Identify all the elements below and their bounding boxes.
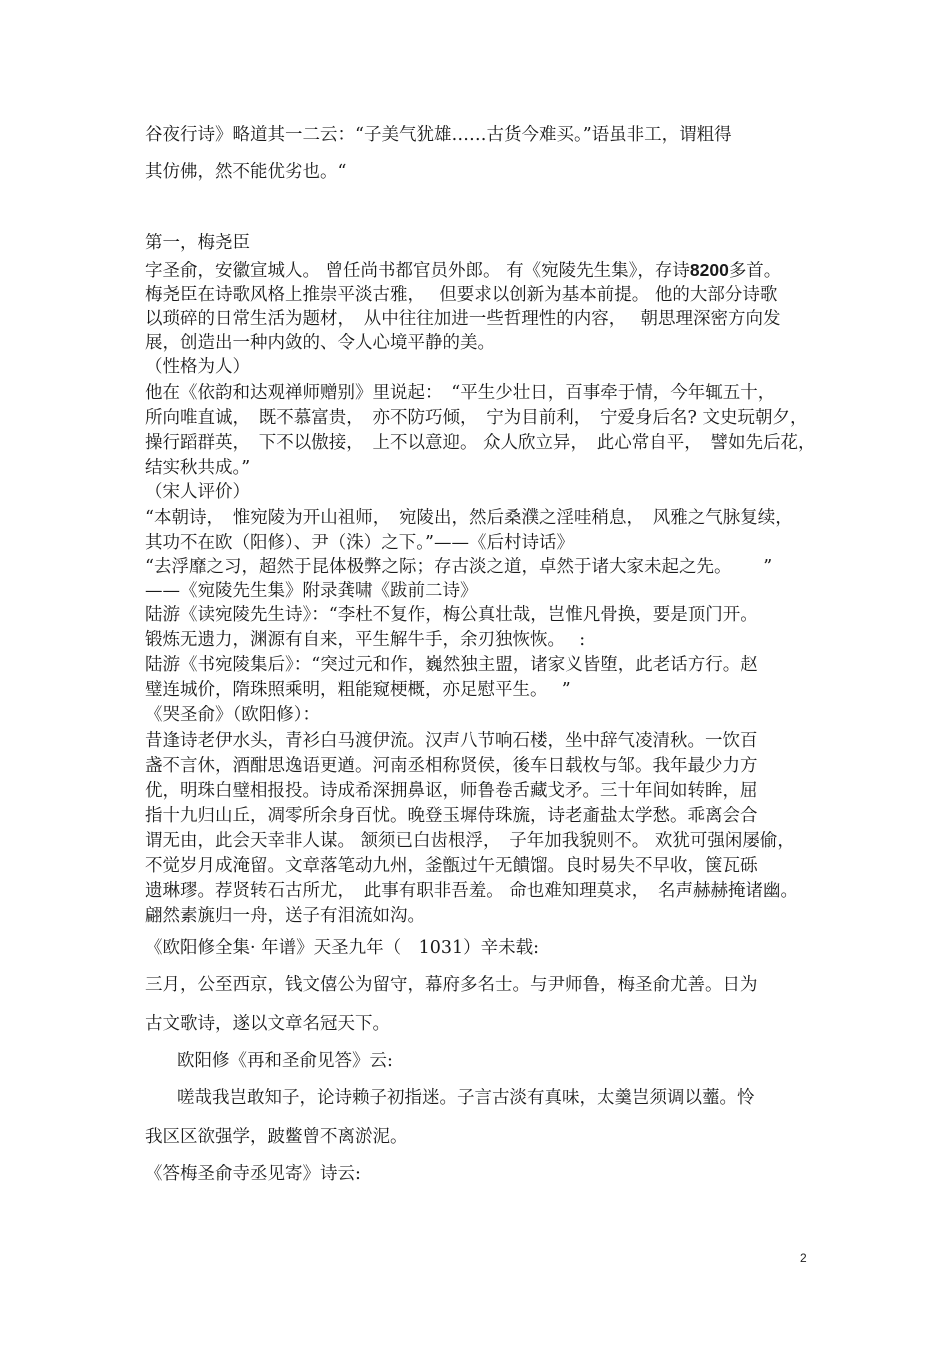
text-line: 陆游《读宛陵先生诗》：“李杜不复作，梅公真壮哉，岂惟凡骨换，要是顶门开。 — [145, 605, 758, 625]
text-line: 谓无由，此会天幸非人谋。 颔须已白齿根浮， 子年加我貌则不。 欢犹可强闲屡偷， — [145, 831, 795, 851]
poem-title: 《哭圣俞》（欧阳修）： — [145, 705, 320, 725]
text-line: 结实秋共成。” — [145, 458, 251, 478]
text-line: 遗琳璆。荐贤转石古所尤， 此事有职非吾羞。 命也难知理莫求， 名声赫赫掩诸幽。 — [145, 881, 799, 901]
text-line: “去浮靡之习，超然于昆体极弊之际；存古淡之道，卓然于诸大家未起之先。 ” — [145, 557, 773, 577]
text-line: 璧连城价，隋珠照乘明，粗能窥梗概，亦足慰平生。 ” — [145, 680, 571, 700]
text-line: 所向唯直诚， 既不慕富贵， 亦不防巧倾， 宁为目前利， 宁爱身后名? 文史玩朝夕， — [145, 408, 808, 428]
text-line: 《答梅圣俞寺丞见寄》诗云: — [145, 1164, 361, 1184]
text-line: 三月，公至西京，钱文僖公为留守，幕府多名士。与尹师鲁，梅圣俞尤善。日为 — [145, 975, 758, 995]
text-line: 我区区欲强学，跛鳖曾不离淤泥。 — [145, 1127, 408, 1147]
text-line: 优，明珠白璧相报投。诗成希深拥鼻讴，师鲁卷舌藏戈矛。三十年间如转眸，屈 — [145, 781, 758, 801]
text-line: 《欧阳修全集· 年谱》天圣九年（ 1031）辛未载: — [145, 938, 540, 958]
text-line: 谷夜行诗》略道其一二云：“子美气犹雄……古货今难买。”语虽非工，谓粗得 — [145, 125, 732, 145]
subheading: （性格为人） — [145, 357, 250, 377]
text-line: 古文歌诗，遂以文章名冠天下。 — [145, 1014, 390, 1034]
text-line: 陆游《书宛陵集后》：“突过元和作，巍然独主盟，诸家义皆堕，此老话方行。赵 — [145, 655, 758, 675]
section-heading: 第一，梅尧臣 — [145, 233, 250, 253]
text-line: 欧阳修《再和圣俞见答》云: — [177, 1051, 393, 1071]
text-line: 操行蹈群英， 下不以傲接， 上不以意迎。 众人欣立异， 此心常自平， 譬如先后花， — [145, 433, 816, 453]
text-line: 翩然素旐归一舟，送子有泪流如沟。 — [145, 906, 425, 926]
subheading: （宋人评价） — [145, 482, 250, 502]
text-line: 展，创造出一种内敛的、令人心境平静的美。 — [145, 333, 495, 353]
text-line: 其仿佛，然不能优劣也。“ — [145, 162, 347, 182]
text-line: 嗟哉我岂敢知子，论诗赖子初指迷。子言古淡有真味，太羹岂须调以虀。怜 — [177, 1088, 755, 1108]
text-line: 指十九归山丘，凋零所余身百忧。晚登玉墀侍珠旒，诗老齑盐太学愁。乖离会合 — [145, 806, 758, 826]
text-line: 以琐碎的日常生活为题材， 从中往往加进一些哲理性的内容， 朝思理深密方向发 — [145, 309, 781, 329]
text-line: 他在《依韵和达观禅师赠别》里说起： “平生少壮日，百事牵于情，今年辄五十， — [145, 383, 776, 403]
text-line: 盏不言休，酒酣思逸语更遒。河南丞相称贤侯，後车日载枚与邹。我年最少力方 — [145, 756, 758, 776]
page-number: 2 — [800, 1251, 807, 1265]
text-line: 锻炼无遗力，渊源有自来，平生解牛手，余刃独恢恢。 : — [145, 630, 586, 650]
text-line: 其功不在欧（阳修）、尹（洙）之下。”——《后村诗话》 — [145, 533, 574, 553]
text-line: ——《宛陵先生集》附录龚啸《跋前二诗》 — [145, 581, 478, 601]
text-line: “本朝诗， 惟宛陵为开山祖师， 宛陵出，然后桑濮之淫哇稍息， 风雅之气脉复续， — [145, 508, 793, 528]
poem-count: 8200 — [689, 260, 729, 280]
text-line: 不觉岁月成淹留。文章落笔动九州，釜甑过午无饋馏。良时易失不早收，箧瓦砾 — [145, 856, 758, 876]
text-line: 字圣俞，安徽宣城人。 曾任尚书都官员外郎。 有《宛陵先生集》，存诗8200多首。 — [145, 260, 782, 281]
text-line: 昔逢诗老伊水头，青衫白马渡伊流。汉声八节响石楼，坐中辞气凌清秋。一饮百 — [145, 731, 758, 751]
text-line: 梅尧臣在诗歌风格上推崇平淡古雅， 但要求以创新为基本前提。 他的大部分诗歌 — [145, 285, 778, 305]
